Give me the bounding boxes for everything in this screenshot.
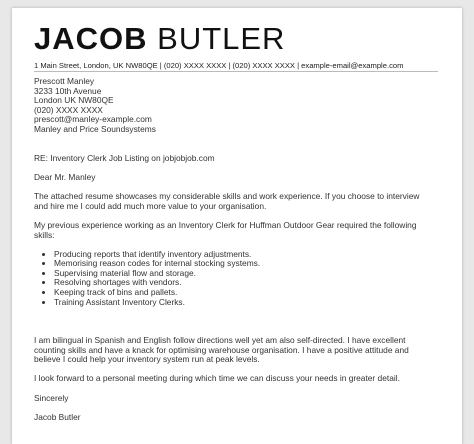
list-item: • Resolving shortages with vendors. <box>54 278 434 288</box>
last-name: BUTLER <box>157 21 286 56</box>
list-item: • Memorising reason codes for internal stocking systems. <box>54 259 434 269</box>
recipient-line: 3233 10th Avenue <box>34 85 102 96</box>
skills-list <box>34 250 434 308</box>
recipient-line: Manley and Price Soundsystems <box>34 123 156 134</box>
list-item: • Producing reports that identify inventory adjustments. <box>54 250 434 260</box>
paragraph-intro: The attached resume showcases my considerable skills and work experience. If you choose to interview and hire me I could add much more value to your organisation. <box>34 191 420 211</box>
list-item: • Training Assistant Inventory Clerks. <box>54 298 434 308</box>
header-divider <box>34 71 438 72</box>
letter-page <box>12 8 462 444</box>
paragraph-experience: My previous experience working as an Inventory Clerk for Huffman Outdoor Gear required the following skills: <box>34 219 417 240</box>
closing: Sincerely <box>34 392 69 403</box>
first-name: JACOB <box>34 21 148 56</box>
paragraph-closing: I look forward to a personal meeting during which time we can discuss your needs in greater detail. <box>34 373 400 384</box>
paragraph-qualities: I am bilingual in Spanish and English follow directions well yet am also self-directed. I have excellent counting skills and have a knack for optimising warehouse organisation. I have a positive attitude and believe I could help your inventory system run at peak levels. <box>34 335 409 365</box>
subject-line: RE: Inventory Clerk Job Listing on jobjobjob.com <box>34 152 215 163</box>
signature-name: Jacob Butler <box>34 411 81 422</box>
recipient-line: prescott@manley-example.com <box>34 114 152 125</box>
recipient-block <box>34 77 434 135</box>
contact-line: 1 Main Street, London, UK NW80QE | (020) XXXX XXXX | (020) XXXX XXXX | example-email@example.com <box>34 61 404 70</box>
recipient-line: (020) XXXX XXXX <box>34 104 103 115</box>
recipient-line: Prescott Manley <box>34 76 95 86</box>
letter-body <box>34 77 434 422</box>
recipient-line: London UK NW80QE <box>34 95 114 106</box>
salutation: Dear Mr. Manley <box>34 171 96 182</box>
list-item: • Supervising material flow and storage. <box>54 269 434 279</box>
list-item: • Keeping track of bins and pallets. <box>54 288 434 298</box>
applicant-name <box>34 22 285 56</box>
